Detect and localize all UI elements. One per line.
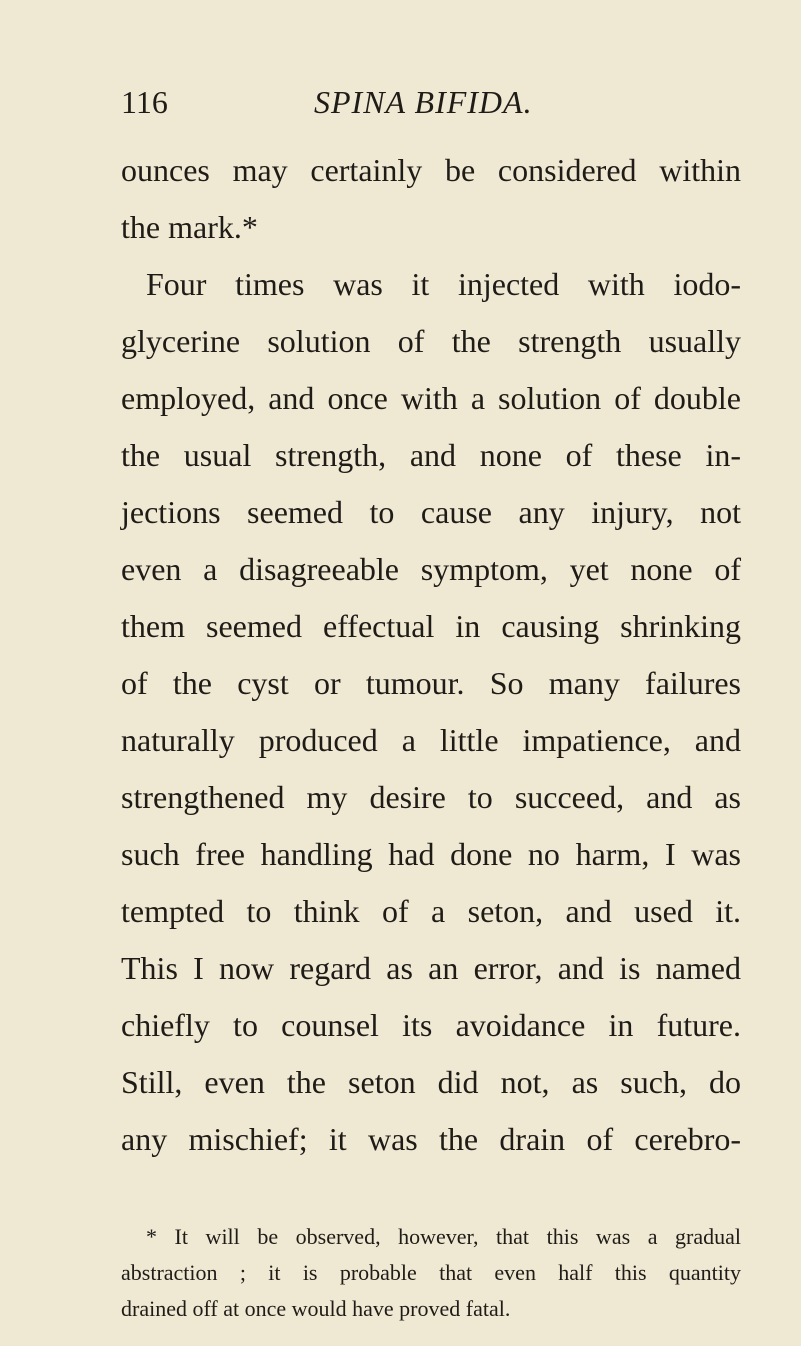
footnote-line: * It will be observed, however, that this was a gradual xyxy=(146,1224,741,1249)
body-text xyxy=(121,142,741,1168)
body-line: such free handling had done no harm, I was xyxy=(121,836,741,872)
page-number: 116 xyxy=(121,84,168,120)
footnote xyxy=(121,1219,741,1327)
body-line: of the cyst or tumour. So many failures xyxy=(121,665,741,701)
body-line: the usual strength, and none of these in- xyxy=(121,437,741,473)
body-line: tempted to think of a seton, and used it. xyxy=(121,893,741,929)
body-line: them seemed effectual in causing shrinking xyxy=(121,608,741,644)
body-line: Four times was it injected with iodo- xyxy=(146,266,741,302)
body-line: jections seemed to cause any injury, not xyxy=(121,494,741,530)
body-line: the mark.* xyxy=(121,209,258,245)
body-line: chiefly to counsel its avoidance in future. xyxy=(121,1007,741,1043)
running-head xyxy=(121,82,741,122)
body-line: This I now regard as an error, and is named xyxy=(121,950,741,986)
body-line: Still, even the seton did not, as such, do xyxy=(121,1064,741,1100)
body-line: ounces may certainly be considered within xyxy=(121,152,741,188)
body-line: naturally produced a little impatience, and xyxy=(121,722,741,758)
body-line: even a disagreeable symptom, yet none of xyxy=(121,551,741,587)
body-line: employed, and once with a solution of double xyxy=(121,380,741,416)
body-line: any mischief; it was the drain of cerebro- xyxy=(121,1121,741,1157)
body-line: strengthened my desire to succeed, and as xyxy=(121,779,741,815)
body-line: glycerine solution of the strength usually xyxy=(121,323,741,359)
footnote-line: abstraction ; it is probable that even half this quantity xyxy=(121,1260,741,1285)
footnote-line: drained off at once would have proved fatal. xyxy=(121,1296,511,1321)
running-title: SPINA BIFIDA. xyxy=(314,84,533,120)
